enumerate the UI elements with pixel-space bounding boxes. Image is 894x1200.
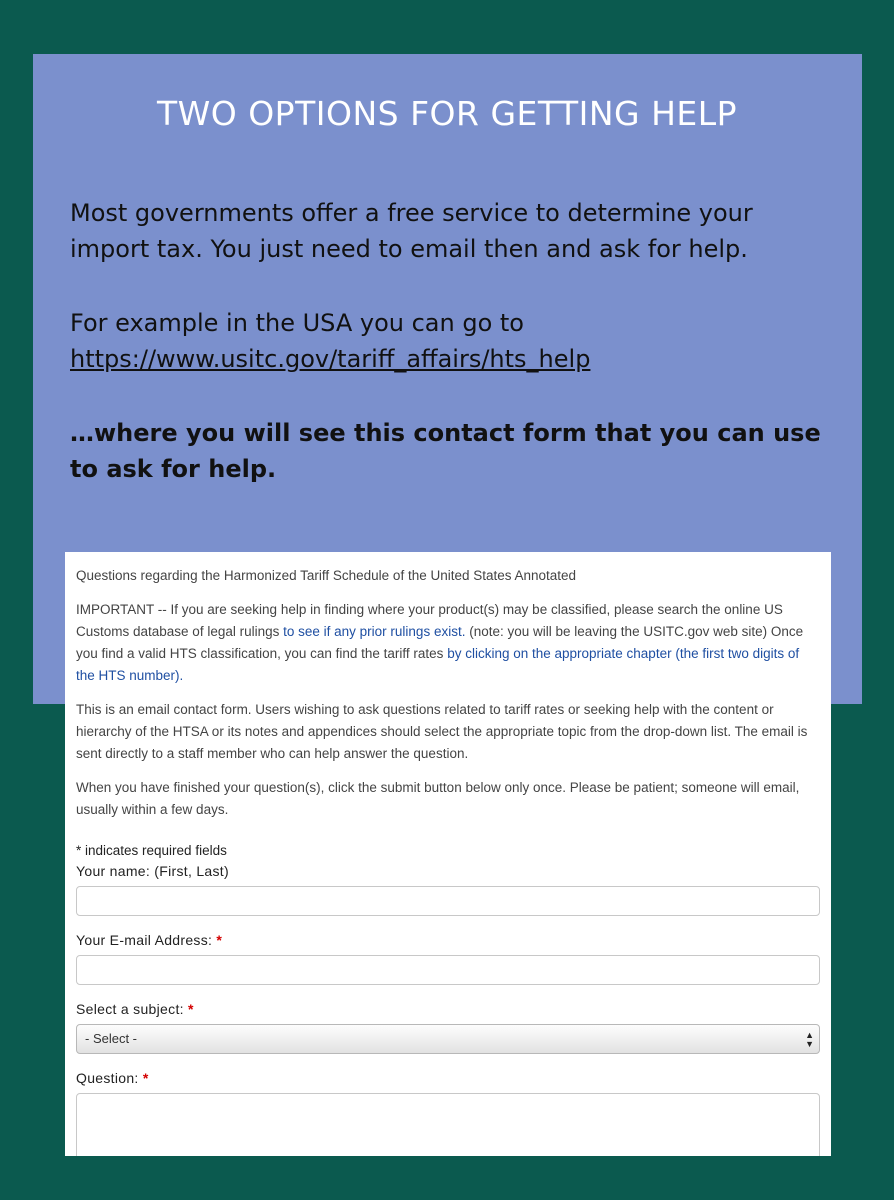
email-required-marker: * bbox=[216, 932, 223, 948]
subject-select[interactable] bbox=[76, 1024, 820, 1054]
name-input[interactable] bbox=[76, 886, 820, 916]
name-label: Your name: (First, Last) bbox=[76, 863, 229, 879]
question-textarea[interactable] bbox=[76, 1093, 820, 1156]
form-intro: This is an email contact form. Users wishing to ask questions related to tariff rates or seeking help with the content or hierarchy of the HTSA or its notes and appendices should select the appropriate topic from the drop-down list. The email is sent directly to a staff member who can help answer the question. bbox=[76, 702, 808, 761]
slide-example-prefix: For example in the USA you can go to bbox=[70, 309, 524, 337]
hts-help-link[interactable]: https://www.usitc.gov/tariff_affairs/hts_help bbox=[70, 345, 591, 373]
subject-required-marker: * bbox=[188, 1001, 194, 1017]
form-heading: Questions regarding the Harmonized Tariff Schedule of the United States Annotated bbox=[76, 568, 577, 583]
chapter-link[interactable]: by clicking on the appropriate chapter (the first two digits of the HTS number). bbox=[76, 646, 800, 683]
slide-paragraph-example bbox=[70, 305, 830, 377]
email-label-text: Your E-mail Address: bbox=[76, 932, 217, 948]
email-label bbox=[76, 930, 821, 950]
subject-label-text: Select a subject: bbox=[76, 1001, 189, 1017]
question-required-marker: * bbox=[142, 1070, 149, 1086]
slide-paragraph-intro: Most governments offer a free service to determine your import tax. You just need to email then and ask for help. bbox=[70, 199, 753, 263]
up-down-arrows-icon: ▲ ▼ bbox=[805, 1030, 814, 1049]
form-submit-note: When you have finished your question(s), click the submit button below only once. Please be patient; someone will email, usually within a few days. bbox=[76, 780, 800, 817]
question-label bbox=[76, 1068, 821, 1088]
slide-title: TWO OPTIONS FOR GETTING HELP bbox=[156, 94, 738, 133]
important-text-1: IMPORTANT -- If you are seeking help in finding where your product(s) may be classified, please search the online US Customs database of legal rulings bbox=[76, 602, 783, 639]
prior-rulings-link[interactable]: to see if any prior rulings exist. bbox=[283, 624, 466, 639]
subject-select-value: - Select - bbox=[85, 1031, 138, 1046]
slide-paragraph-form-note: …where you will see this contact form that you can use to ask for help. bbox=[70, 419, 821, 483]
question-label-text: Question: bbox=[76, 1070, 143, 1086]
contact-form-screenshot bbox=[65, 552, 831, 1156]
email-input[interactable] bbox=[76, 955, 820, 985]
contact-form bbox=[76, 565, 821, 1156]
form-important-note bbox=[76, 599, 821, 687]
required-fields-note: * indicates required fields bbox=[76, 843, 227, 858]
subject-label bbox=[76, 999, 821, 1019]
important-text-2: (note: you will be leaving the USITC.gov web site) Once you find a valid HTS classification, you can find the tariff rates bbox=[76, 624, 804, 661]
